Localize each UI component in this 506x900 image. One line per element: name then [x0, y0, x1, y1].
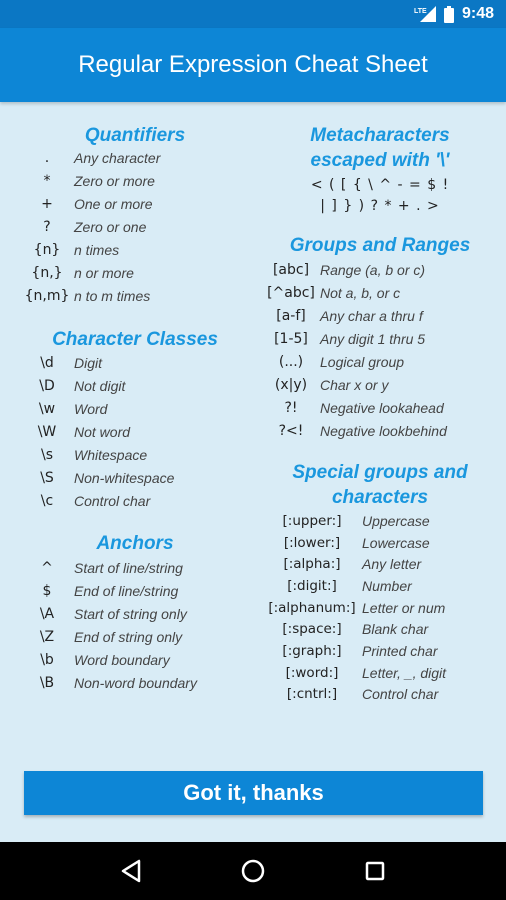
- list-item: [20, 489, 250, 512]
- regex-description: Start of line/string: [74, 559, 183, 576]
- regex-symbol: [:space:]: [282, 621, 342, 638]
- list-item: [20, 625, 250, 648]
- regex-symbol: [:word:]: [285, 664, 339, 681]
- regex-symbol: \b: [40, 651, 54, 668]
- app-title: Regular Expression Cheat Sheet: [78, 51, 428, 78]
- regex-symbol: {n,}: [31, 264, 63, 281]
- regex-description: End of line/string: [74, 582, 179, 599]
- regex-description: Non-whitespace: [74, 469, 175, 486]
- lte-signal-icon: [414, 6, 436, 22]
- recents-icon[interactable]: [355, 851, 395, 891]
- regex-description: Negative lookahead: [320, 399, 444, 416]
- section-title: Quantifiers: [84, 125, 186, 146]
- regex-symbol: [:cntrl:]: [286, 686, 338, 703]
- regex-description: n to m times: [74, 287, 151, 304]
- regex-symbol: $: [42, 582, 52, 599]
- regex-description: n times: [74, 241, 120, 258]
- regex-symbol: [:upper:]: [282, 512, 342, 529]
- regex-symbol: ?!: [284, 399, 298, 416]
- list-item: [262, 510, 498, 532]
- regex-description: Blank char: [362, 621, 429, 638]
- list-item: [20, 284, 250, 307]
- list-item: [262, 419, 498, 442]
- regex-symbol: [:alpha:]: [283, 556, 341, 573]
- section-title: Groups and Ranges: [289, 235, 471, 256]
- list-item: [262, 640, 498, 662]
- app-bar: [0, 28, 506, 102]
- status-bar: [0, 0, 506, 28]
- list-item: [20, 443, 250, 466]
- regex-symbol: \W: [37, 423, 57, 440]
- regex-symbol: \D: [39, 377, 55, 394]
- regex-symbol: \s: [40, 446, 53, 463]
- battery-icon: [444, 6, 454, 23]
- regex-symbol: ?: [43, 218, 51, 235]
- section-title: Metacharacters: [310, 125, 450, 146]
- regex-symbol: .: [44, 149, 50, 166]
- regex-description: Uppercase: [362, 512, 430, 529]
- list-item: [262, 618, 498, 640]
- regex-description: Not word: [74, 423, 131, 440]
- regex-description: Zero or one: [74, 218, 147, 235]
- list-item: [20, 648, 250, 671]
- regex-description: Any letter: [362, 556, 422, 573]
- regex-symbol: \c: [40, 492, 54, 509]
- list-item: [262, 258, 498, 281]
- list-item: [262, 350, 498, 373]
- regex-description: Number: [362, 577, 412, 594]
- list-item: [20, 397, 250, 420]
- regex-symbol: {n,m}: [24, 287, 70, 304]
- cheat-sheet-content: [0, 102, 506, 842]
- regex-description: Not a, b, or c: [320, 284, 401, 301]
- got-it-button[interactable]: Got it, thanks: [24, 771, 483, 815]
- list-item: [262, 281, 498, 304]
- list-item: [20, 374, 250, 397]
- regex-description: Zero or more: [74, 172, 155, 189]
- metacharacters-section: [262, 123, 498, 217]
- regex-symbol: \d: [40, 354, 54, 371]
- regex-description: Start of string only: [74, 605, 187, 622]
- list-item: [20, 466, 250, 489]
- list-item: [262, 304, 498, 327]
- svg-text:LTE: LTE: [413, 8, 427, 15]
- list-item: [262, 662, 498, 684]
- section-subtitle: escaped with '\': [310, 150, 450, 171]
- list-item: [262, 532, 498, 554]
- regex-symbol: (...): [278, 353, 304, 370]
- section-title: Anchors: [96, 533, 174, 554]
- regex-symbol: [:digit:]: [287, 577, 337, 594]
- regex-description: Control char: [74, 492, 151, 509]
- regex-symbol: [a-f]: [276, 307, 306, 324]
- regex-description: Any char a thru f: [320, 307, 423, 324]
- list-item: [20, 420, 250, 443]
- regex-symbol: [abc]: [272, 261, 310, 278]
- regex-symbol: \w: [38, 400, 56, 417]
- section-title: Special groups and: [292, 462, 468, 483]
- quantifiers-section: [20, 123, 250, 307]
- regex-description: Whitespace: [74, 446, 148, 463]
- list-item: [262, 575, 498, 597]
- regex-description: End of string only: [74, 628, 183, 645]
- section-subtitle: characters: [331, 487, 429, 508]
- metacharacters-line: | ] } ) ? * + . >: [320, 198, 440, 214]
- regex-symbol: \B: [39, 674, 55, 691]
- list-item: [20, 261, 250, 284]
- regex-symbol: *: [43, 172, 51, 189]
- special-groups-section: [262, 460, 498, 705]
- regex-symbol: [:graph:]: [282, 642, 342, 659]
- list-item: [20, 671, 250, 694]
- metacharacters-line: < ( [ { \ ^ - = $ !: [310, 177, 450, 193]
- regex-description: Word boundary: [74, 651, 170, 668]
- list-item: [20, 579, 250, 602]
- list-item: [20, 351, 250, 374]
- regex-symbol: \Z: [39, 628, 55, 645]
- regex-description: Logical group: [320, 353, 405, 370]
- regex-description: Range (a, b or c): [320, 261, 426, 278]
- list-item: [262, 597, 498, 619]
- regex-symbol: [:lower:]: [283, 534, 341, 551]
- list-item: [20, 146, 250, 169]
- regex-description: Printed char: [362, 642, 438, 659]
- home-icon[interactable]: [233, 851, 273, 891]
- regex-symbol: [:alphanum:]: [268, 599, 356, 616]
- regex-description: Control char: [362, 686, 439, 703]
- regex-symbol: \A: [39, 605, 55, 622]
- navigation-bar: [0, 842, 506, 900]
- list-item: [20, 215, 250, 238]
- list-item: [20, 238, 250, 261]
- regex-description: Letter or num: [362, 599, 446, 616]
- groups-ranges-section: [262, 233, 498, 442]
- regex-symbol: +: [41, 195, 53, 212]
- status-time: 9:48: [461, 5, 494, 22]
- regex-symbol: ?<!: [278, 422, 304, 439]
- regex-description: Any digit 1 thru 5: [320, 330, 426, 347]
- regex-description: Lowercase: [362, 534, 430, 551]
- regex-symbol: {n}: [33, 241, 61, 258]
- regex-description: Negative lookbehind: [320, 422, 447, 439]
- list-item: [262, 684, 498, 706]
- section-title: Character Classes: [52, 329, 218, 350]
- regex-description: Digit: [74, 354, 103, 371]
- anchors-section: [20, 531, 250, 694]
- list-item: [262, 373, 498, 396]
- regex-description: Word: [74, 400, 108, 417]
- list-item: [20, 169, 250, 192]
- regex-description: Any character: [74, 149, 161, 166]
- regex-symbol: ^: [41, 559, 53, 576]
- list-item: [20, 192, 250, 215]
- regex-description: Not digit: [74, 377, 126, 394]
- regex-description: n or more: [74, 264, 134, 281]
- regex-description: Char x or y: [320, 376, 389, 393]
- list-item: [20, 602, 250, 625]
- regex-description: Letter, _, digit: [362, 664, 447, 681]
- list-item: [262, 553, 498, 575]
- regex-symbol: [1-5]: [274, 330, 308, 347]
- list-item: [20, 556, 250, 579]
- regex-symbol: [^abc]: [267, 284, 315, 301]
- regex-symbol: (x|y): [274, 376, 308, 393]
- back-icon[interactable]: [111, 851, 151, 891]
- regex-description: Non-word boundary: [74, 674, 197, 691]
- character-classes-section: [20, 327, 250, 512]
- list-item: [262, 327, 498, 350]
- regex-symbol: \S: [40, 469, 54, 486]
- list-item: [262, 396, 498, 419]
- regex-description: One or more: [74, 195, 153, 212]
